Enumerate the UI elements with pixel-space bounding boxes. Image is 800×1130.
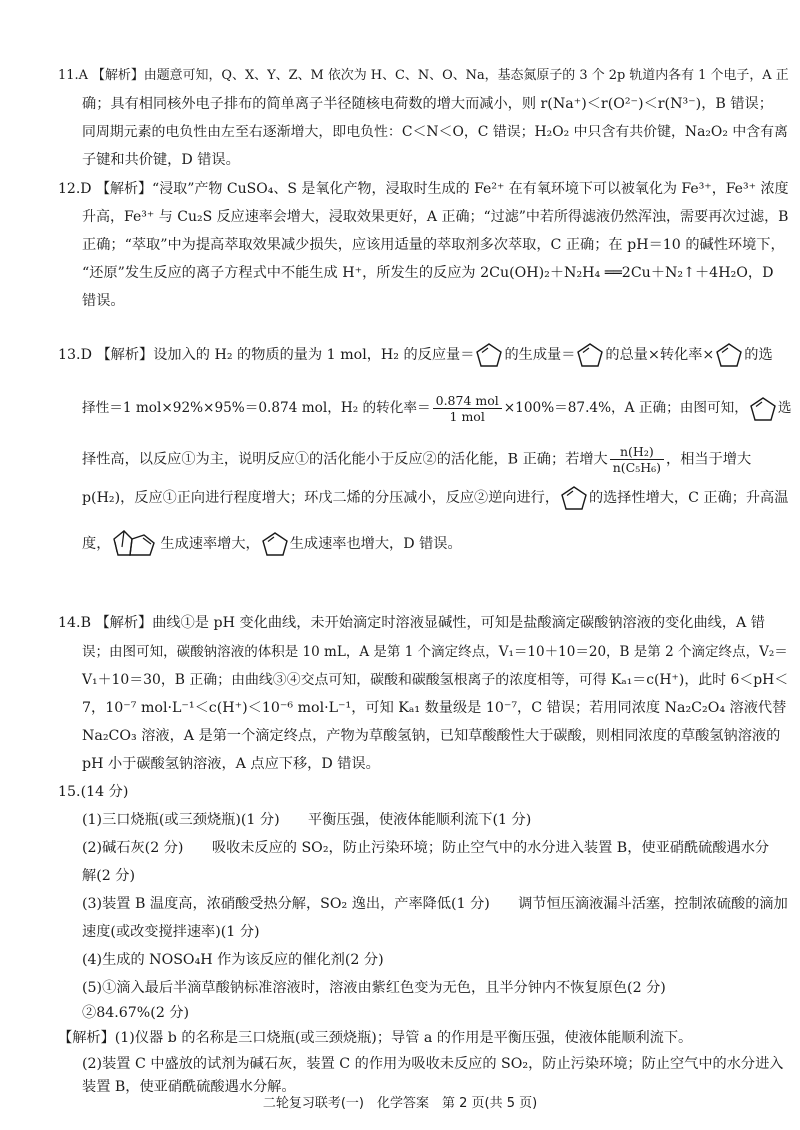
cyclopentene-structure-icon [559,485,589,511]
q14-line: 误；由图可知，碳酸钠溶液的体积是 10 mL，A 是第 1 个滴定终点，V₁＝10＋10＝20，B 是第 2 个滴定终点，V₂＝ [82,644,788,660]
cyclopentene-structure-icon [748,396,778,422]
q13-text: 的选择性增大，C 正确；升高温 [588,490,789,506]
q15-line: (2)装置 C 中盛放的试剂为碱石灰，装置 C 的作用为吸收未反应的 SO₂，防止污染环境；防止空气中的水分进入 [82,1056,784,1072]
q15-line: 装置 B，使亚硝酰硫酸遇水分解。 [82,1079,296,1095]
q15-line: (1)三口烧瓶(或三颈烧瓶)(1 分) 平衡压强，使液体能顺利流下(1 分) [82,812,532,828]
q12-line: 升高，Fe³⁺ 与 Cu₂S 反应速率会增大，浸取效果更好，A 正确；“过滤”中若所得滤液仍然浑浊，需要再次过滤，B [82,209,789,225]
q12-line: 错误。 [82,293,125,309]
q15-line: (3)装置 B 温度高，浓硝酸受热分解，SO₂ 逸出，产率降低(1 分) 调节恒压滴液漏斗活塞，控制浓硫酸的滴加 [82,896,788,912]
q15-line: 15.(14 分) [58,784,129,800]
q12-line: 正确；“萃取”中为提高萃取效果减少损失，应该用适量的萃取剂多次萃取，C 正确；在 pH＝10 的碱性环境下， [82,237,785,253]
q15-line: 速度(或改变搅拌速率)(1 分) [82,924,260,940]
q15-line: (2)碱石灰(2 分) 吸收未反应的 SO₂，防止污染环境；防止空气中的水分进入装置 B，使亚硝酰硫酸遇水分 [82,840,770,856]
q13-text: 择性＝1 mol×92%×95%＝0.874 mol，H₂ 的转化率＝ [82,400,431,416]
q13-text: 的选 [744,347,773,363]
fraction-numerator: 0.874 mol [433,393,502,409]
q14-line: 7，10⁻⁷ mol·L⁻¹＜c(H⁺)＜10⁻⁶ mol·L⁻¹，可知 Kₐ₁ 数量级是 10⁻⁷，C 错误；若用同浓度 Na₂C₂O₄ 溶液代替 [82,700,787,716]
q13-line [82,527,462,561]
q11-line: 确；具有相同核外电子排布的简单离子半径随核电荷数的增大而减小，则 r(Na⁺)＜r(O²⁻)＜r(N³⁻)，B 错误； [82,96,773,112]
q13-line [58,342,773,368]
ratio-fraction [610,444,664,475]
q15-line: (5)①滴入最后半滴草酸钠标准溶液时，溶液由紫红色变为无色，且半分钟内不恢复原色(2 分) [82,980,666,996]
q13-line [82,444,751,475]
q13-text: 生成速率也增大，D 错误。 [289,536,462,552]
q13-text: 13.D 【解析】设加入的 H₂ 的物质的量为 1 mol，H₂ 的反应量＝ [58,347,475,363]
q13-text: 选 [777,400,792,416]
q13-text: 度， [82,536,111,552]
q13-text: ×100%＝87.4%，A 正确；由图可知， [503,400,748,416]
q13-line [82,393,791,424]
q13-text: 的总量×转化率× [605,347,715,363]
q15-line: ②84.67%(2 分) [82,1005,190,1021]
q13-text: 生成速率增大， [160,536,260,552]
q14-line: pH 小于碳酸氢钠溶液，A 点应下移，D 错误。 [82,756,380,772]
cyclopentene-structure-icon [474,342,504,368]
q14-line: 14.B 【解析】曲线①是 pH 变化曲线，未开始滴定时溶液显碱性，可知是盐酸滴定碳酸钠溶液的变化曲线，A 错 [58,615,765,631]
q11-line: 同周期元素的电负性由左至右逐渐增大，即电负性：C＜N＜O，C 错误；H₂O₂ 中只含有共价键，Na₂O₂ 中含有离 [82,124,788,140]
q11-line: 子键和共价键，D 错误。 [82,152,240,168]
q12-line: “还原”发生反应的离子方程式中不能生成 H⁺，所发生的反应为 2Cu(OH)₂＋N₂H₄ ══2Cu＋N₂↑＋4H₂O，D [82,265,774,281]
q13-text: 择性高，以反应①为主，说明反应①的活化能小于反应②的活化能，B 正确；若增大 [82,451,608,468]
q13-line [82,485,788,511]
q13-text: 的生成量＝ [504,347,576,363]
dicyclopentadiene-structure-icon [110,527,160,561]
fraction-numerator: n(H₂) [610,444,664,460]
q15-line: (4)生成的 NOSO₄H 作为该反应的催化剂(2 分) [82,952,384,968]
q15-line: 【解析】(1)仪器 b 的名称是三口烧瓶(或三颈烧瓶)；导管 a 的作用是平衡压强，使液体能顺利流下。 [58,1030,693,1046]
cyclopentene-structure-icon [714,342,744,368]
q15-line: 解(2 分) [82,868,135,884]
q11-line: 11.A 【解析】由题意可知，Q、X、Y、Z、M 依次为 H、C、N、O、Na，基态氮原子的 3 个 2p 轨道内各有 1 个电子，A 正 [58,68,789,83]
q13-text: p(H₂)，反应①正向进行程度增大；环戊二烯的分压减小，反应②逆向进行， [82,490,559,506]
cyclopentene-structure-icon [260,531,290,557]
cyclopentene-structure-icon [575,342,605,368]
q14-line: Na₂CO₃ 溶液，A 是第一个滴定终点，产物为草酸氢钠，已知草酸酸性大于碳酸，则相同浓度的草酸氢钠溶液的 [82,728,781,744]
fraction-denominator: n(C₅H₆) [612,460,661,475]
conversion-fraction [433,393,502,424]
q14-line: V₁＋10＝30，B 正确；由曲线③④交点可知，碳酸和碳酸氢根离子的浓度相等，可得 Kₐ₁＝c(H⁺)，此时 6＜pH＜ [82,672,789,688]
q13-text: ，相当于增大 [666,451,752,468]
fraction-denominator: 1 mol [449,409,485,424]
page-footer: 二轮复习联考(一) 化学答案 第 2 页(共 5 页) [262,1096,538,1111]
q12-line: 12.D 【解析】“浸取”产物 CuSO₄、S 是氧化产物，浸取时生成的 Fe²⁺ 在有氧环境下可以被氧化为 Fe³⁺，Fe³⁺ 浓度 [58,181,789,197]
